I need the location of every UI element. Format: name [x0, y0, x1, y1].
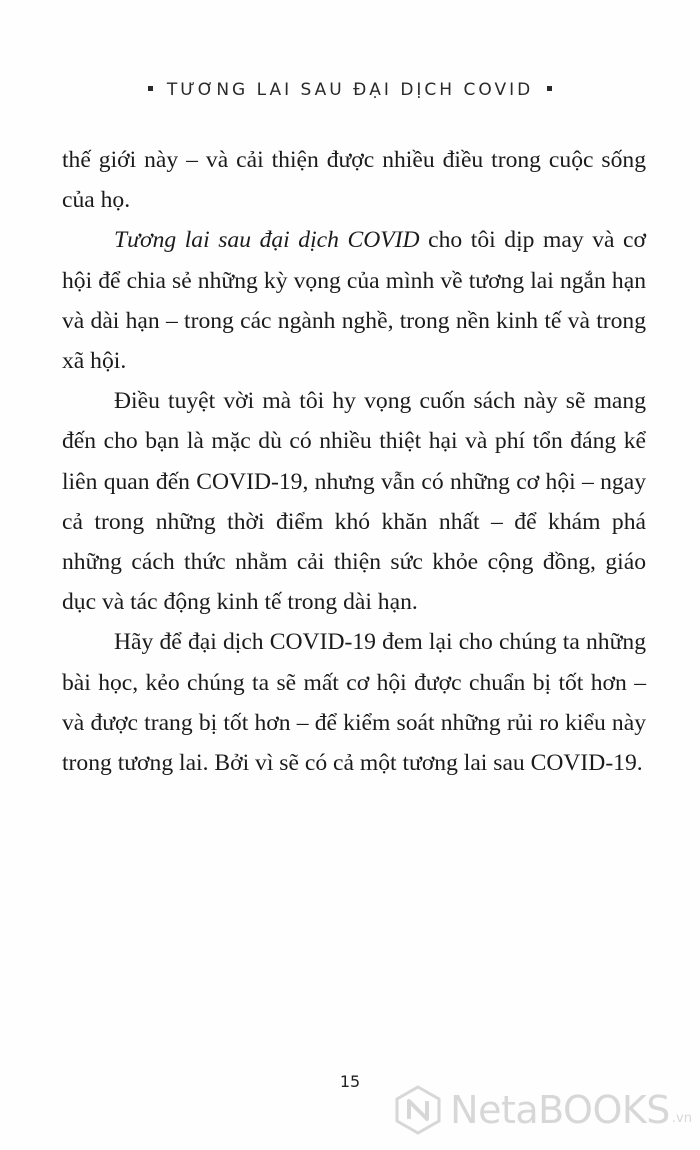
netabooks-logo-icon — [392, 1084, 444, 1136]
paragraph-2 — [62, 220, 646, 381]
running-header — [0, 80, 700, 100]
header-bullet-right — [547, 86, 552, 91]
header-bullet-left — [148, 86, 153, 91]
paragraph-2-text: cho tôi dịp may và cơ hội để chia sẻ những kỳ vọng của mình về tương lai ngắn hạn và dài hạn – trong các ngành nghề, trong nền kinh tế và trong xã hội. — [62, 227, 647, 375]
paragraph-4: Hãy để đại dịch COVID-19 đem lại cho chúng ta những bài học, kẻo chúng ta sẽ mất cơ hội được chuẩn bị tốt hơn – và được trang bị tốt hơn – để kiểm soát những rủi ro kiểu này trong tương lai. Bởi vì sẽ có cả một tương lai sau COVID-19. — [62, 629, 646, 777]
page-number: 15 — [339, 1072, 361, 1091]
paragraph-3: Điều tuyệt vời mà tôi hy vọng cuốn sách này sẽ mang đến cho bạn là mặc dù có nhiều thiệt hại và phí tổn đáng kể liên quan đến COVID-19, nhưng vẫn có những cơ hội – ngay cả trong những thời điểm khó khăn nhất – để khám phá những cách thức nhằm cải thiện sức khỏe cộng đồng, giáo dục và tác động kinh tế trong dài hạn. — [62, 388, 646, 616]
watermark-brand: NetaBOOKS — [450, 1088, 670, 1132]
watermark-tld: .vn — [671, 1111, 692, 1126]
body-text — [62, 140, 646, 783]
watermark — [392, 1080, 692, 1140]
book-title-italic: Tương lai sau đại dịch COVID — [114, 227, 420, 254]
running-title: TƯƠNG LAI SAU ĐẠI DỊCH COVID — [166, 80, 534, 100]
paragraph-1: thế giới này – và cải thiện được nhiều điều trong cuộc sống của họ. — [62, 147, 646, 214]
